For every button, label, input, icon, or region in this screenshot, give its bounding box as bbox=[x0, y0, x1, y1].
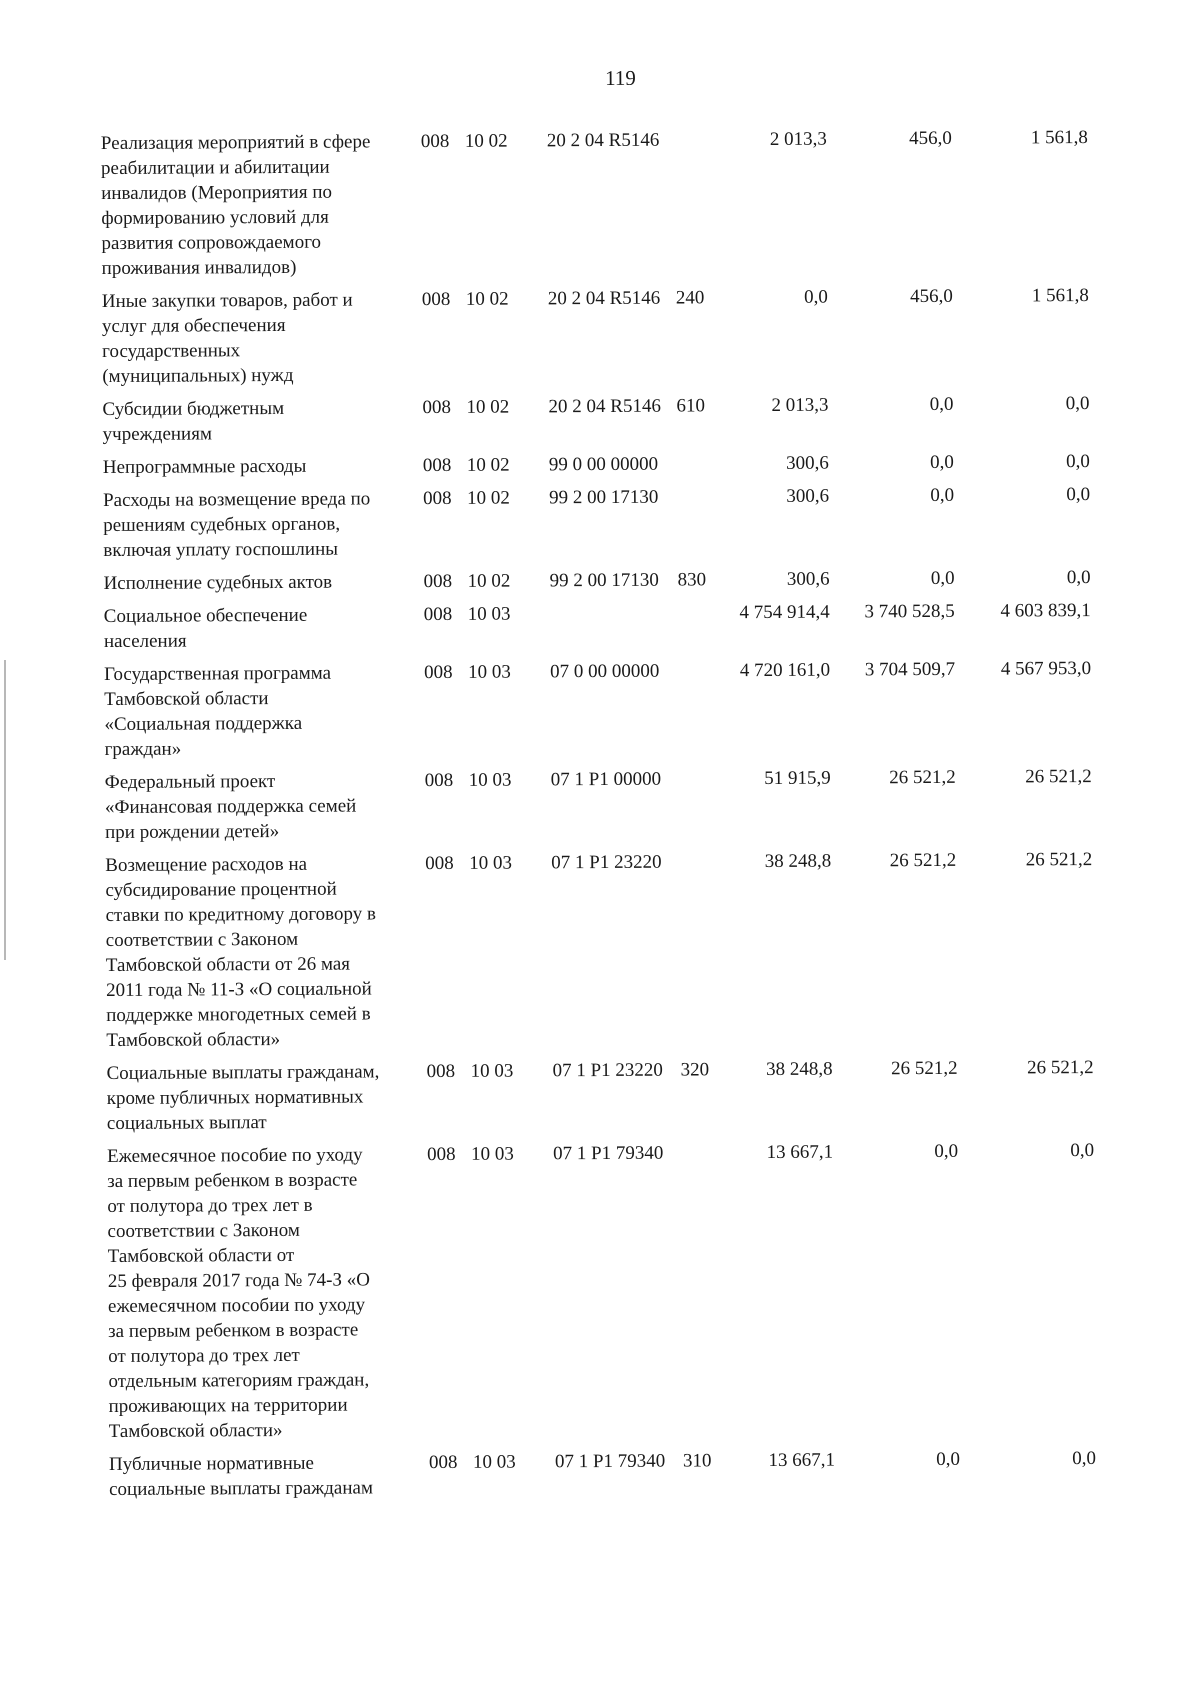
row-name: Государственная программа Тамбовской области «Социальная поддержка граждан» bbox=[104, 660, 417, 762]
budget-table bbox=[101, 124, 1189, 1510]
row-amount-1: 38 248,8 bbox=[720, 1057, 840, 1083]
row-amount-2: 456,0 bbox=[836, 284, 961, 310]
row-target-article: 07 0 00 00000 bbox=[534, 659, 670, 685]
row-target-article: 99 0 00 00000 bbox=[533, 452, 669, 478]
row-name: Расходы на возмещение вреда по решениям судебных органов, включая уплату госпошлины bbox=[103, 486, 415, 563]
row-section-code: 10 02 bbox=[460, 394, 532, 419]
row-name: Возмещение расходов на субсидирование процентной ставки по кредитному договору в соответствии с Законом Тамбовской области от 26 мая 2011 года № 11-З «О социальной поддержке многодетных семей в Тамбовской области» bbox=[105, 851, 418, 1053]
row-amount-3: 26 521,2 bbox=[964, 764, 1092, 790]
row-name: Социальные выплаты гражданам, кроме публичных нормативных социальных выплат bbox=[106, 1059, 418, 1136]
row-amount-3: 4 567 953,0 bbox=[963, 656, 1091, 682]
page-number: 119 bbox=[0, 62, 1200, 94]
row-amount-1: 0,0 bbox=[716, 285, 836, 311]
row-section-code: 10 03 bbox=[464, 1058, 536, 1083]
row-amount-2: 0,0 bbox=[837, 483, 962, 509]
row-amount-1: 2 013,3 bbox=[715, 127, 835, 153]
row-amount-1: 300,6 bbox=[717, 484, 837, 510]
table-row bbox=[106, 1054, 1186, 1136]
row-amount-3: 26 521,2 bbox=[964, 847, 1092, 873]
row-amount-3: 1 561,8 bbox=[961, 283, 1089, 309]
row-gr-code: 008 bbox=[416, 660, 462, 685]
row-name: Ежемесячное пособие по уходу за первым ребенком в возрасте от полутора до трех лет в соответствии с Законом Тамбовской области от 25 февраля 2017 года № 74-З «О ежемесячном пособии по уходу за первым ребенком в возрасте от полутора до трех лет отдельным категориям граждан, проживающих на территории Тамбовской области» bbox=[107, 1142, 421, 1444]
row-amount-3: 0,0 bbox=[962, 449, 1090, 475]
row-section-code: 10 03 bbox=[465, 1141, 537, 1166]
row-gr-code: 008 bbox=[417, 851, 463, 876]
table-row bbox=[103, 448, 1183, 480]
table-row bbox=[102, 282, 1183, 389]
row-expense-type: 310 bbox=[675, 1448, 723, 1473]
row-section-code: 10 02 bbox=[461, 568, 533, 593]
row-amount-1: 300,6 bbox=[717, 451, 837, 477]
row-amount-3: 0,0 bbox=[962, 482, 1090, 508]
row-gr-code: 008 bbox=[421, 1450, 467, 1475]
row-amount-1: 38 248,8 bbox=[719, 849, 839, 875]
row-amount-1: 2 013,3 bbox=[716, 393, 836, 419]
row-amount-1: 51 915,9 bbox=[719, 766, 839, 792]
table-row bbox=[103, 564, 1183, 596]
row-name: Публичные нормативные социальные выплаты гражданам bbox=[109, 1450, 421, 1502]
row-amount-2: 0,0 bbox=[836, 392, 961, 418]
row-gr-code: 008 bbox=[415, 486, 461, 511]
row-target-article: 07 1 Р1 23220 bbox=[536, 1058, 672, 1084]
row-amount-2: 26 521,2 bbox=[839, 848, 964, 874]
table-row bbox=[102, 390, 1182, 447]
row-section-code: 10 02 bbox=[461, 485, 533, 510]
row-expense-type: 240 bbox=[668, 285, 716, 310]
row-amount-1: 4 754 914,4 bbox=[718, 600, 838, 626]
row-amount-2: 3 740 528,5 bbox=[838, 599, 963, 625]
row-amount-2: 456,0 bbox=[835, 126, 960, 152]
row-expense-type: 830 bbox=[669, 567, 717, 592]
row-gr-code: 008 bbox=[415, 453, 461, 478]
scan-edge-mark bbox=[4, 660, 6, 960]
row-target-article: 07 1 Р1 23220 bbox=[535, 850, 671, 876]
row-gr-code: 008 bbox=[414, 395, 460, 420]
table-row bbox=[101, 124, 1182, 281]
row-target-article: 07 1 Р1 79340 bbox=[539, 1449, 675, 1475]
row-amount-2: 0,0 bbox=[843, 1447, 968, 1473]
row-gr-code: 008 bbox=[415, 569, 461, 594]
row-target-article: 07 1 Р1 00000 bbox=[535, 767, 671, 793]
row-amount-3: 26 521,2 bbox=[965, 1055, 1093, 1081]
row-section-code: 10 03 bbox=[463, 767, 535, 792]
row-gr-code: 008 bbox=[418, 1059, 464, 1084]
row-expense-type: 610 bbox=[668, 393, 716, 418]
row-section-code: 10 02 bbox=[459, 128, 531, 153]
row-section-code: 10 03 bbox=[462, 601, 534, 626]
row-section-code: 10 03 bbox=[467, 1449, 539, 1474]
row-amount-2: 26 521,2 bbox=[839, 765, 964, 791]
row-amount-3: 1 561,8 bbox=[960, 125, 1088, 151]
row-amount-1: 13 667,1 bbox=[721, 1140, 841, 1166]
row-section-code: 10 03 bbox=[462, 659, 534, 684]
table-row bbox=[104, 655, 1185, 762]
row-amount-1: 300,6 bbox=[717, 567, 837, 593]
row-amount-2: 3 704 509,7 bbox=[838, 657, 963, 683]
table-row bbox=[105, 846, 1186, 1053]
row-target-article: 99 2 00 17130 bbox=[533, 485, 669, 511]
row-name: Непрограммные расходы bbox=[103, 453, 415, 480]
row-gr-code: 008 bbox=[416, 602, 462, 627]
row-name: Федеральный проект «Финансовая поддержка семей при рождении детей» bbox=[105, 768, 417, 845]
row-amount-2: 0,0 bbox=[837, 566, 962, 592]
row-gr-code: 008 bbox=[413, 129, 459, 154]
row-target-article: 20 2 04 R5146 bbox=[532, 394, 668, 420]
row-gr-code: 008 bbox=[417, 768, 463, 793]
table-row bbox=[103, 481, 1183, 563]
row-target-article bbox=[534, 601, 670, 602]
table-row bbox=[105, 763, 1185, 845]
row-amount-3: 0,0 bbox=[966, 1138, 1094, 1164]
row-target-article: 20 2 04 R5146 bbox=[531, 128, 667, 154]
row-name: Социальное обеспечение населения bbox=[104, 602, 416, 654]
row-name: Иные закупки товаров, работ и услуг для обеспечения государственных (муниципальных) нужд bbox=[102, 287, 415, 389]
row-section-code: 10 02 bbox=[461, 452, 533, 477]
table-row bbox=[109, 1445, 1189, 1502]
row-target-article: 99 2 00 17130 bbox=[533, 568, 669, 594]
row-target-article: 07 1 Р1 79340 bbox=[537, 1141, 673, 1167]
row-name: Реализация мероприятий в сфере реабилитации и абилитации инвалидов (Мероприятия по формированию условий для развития сопровождаемого проживания инвалидов) bbox=[101, 129, 414, 281]
row-amount-3: 4 603 839,1 bbox=[963, 598, 1091, 624]
row-section-code: 10 02 bbox=[460, 286, 532, 311]
row-target-article: 20 2 04 R5146 bbox=[532, 286, 668, 312]
table-row bbox=[104, 597, 1184, 654]
row-gr-code: 008 bbox=[414, 287, 460, 312]
row-gr-code: 008 bbox=[419, 1142, 465, 1167]
row-name: Субсидии бюджетным учреждениям bbox=[102, 395, 414, 447]
row-amount-3: 0,0 bbox=[962, 565, 1090, 591]
row-amount-2: 26 521,2 bbox=[840, 1056, 965, 1082]
row-amount-2: 0,0 bbox=[841, 1139, 966, 1165]
row-amount-2: 0,0 bbox=[837, 450, 962, 476]
row-amount-1: 13 667,1 bbox=[723, 1448, 843, 1474]
row-name: Исполнение судебных актов bbox=[103, 569, 415, 596]
table-row bbox=[107, 1137, 1189, 1444]
row-amount-3: 0,0 bbox=[968, 1446, 1096, 1472]
row-amount-1: 4 720 161,0 bbox=[718, 658, 838, 684]
row-amount-3: 0,0 bbox=[961, 391, 1089, 417]
row-section-code: 10 03 bbox=[463, 850, 535, 875]
row-expense-type: 320 bbox=[672, 1057, 720, 1082]
